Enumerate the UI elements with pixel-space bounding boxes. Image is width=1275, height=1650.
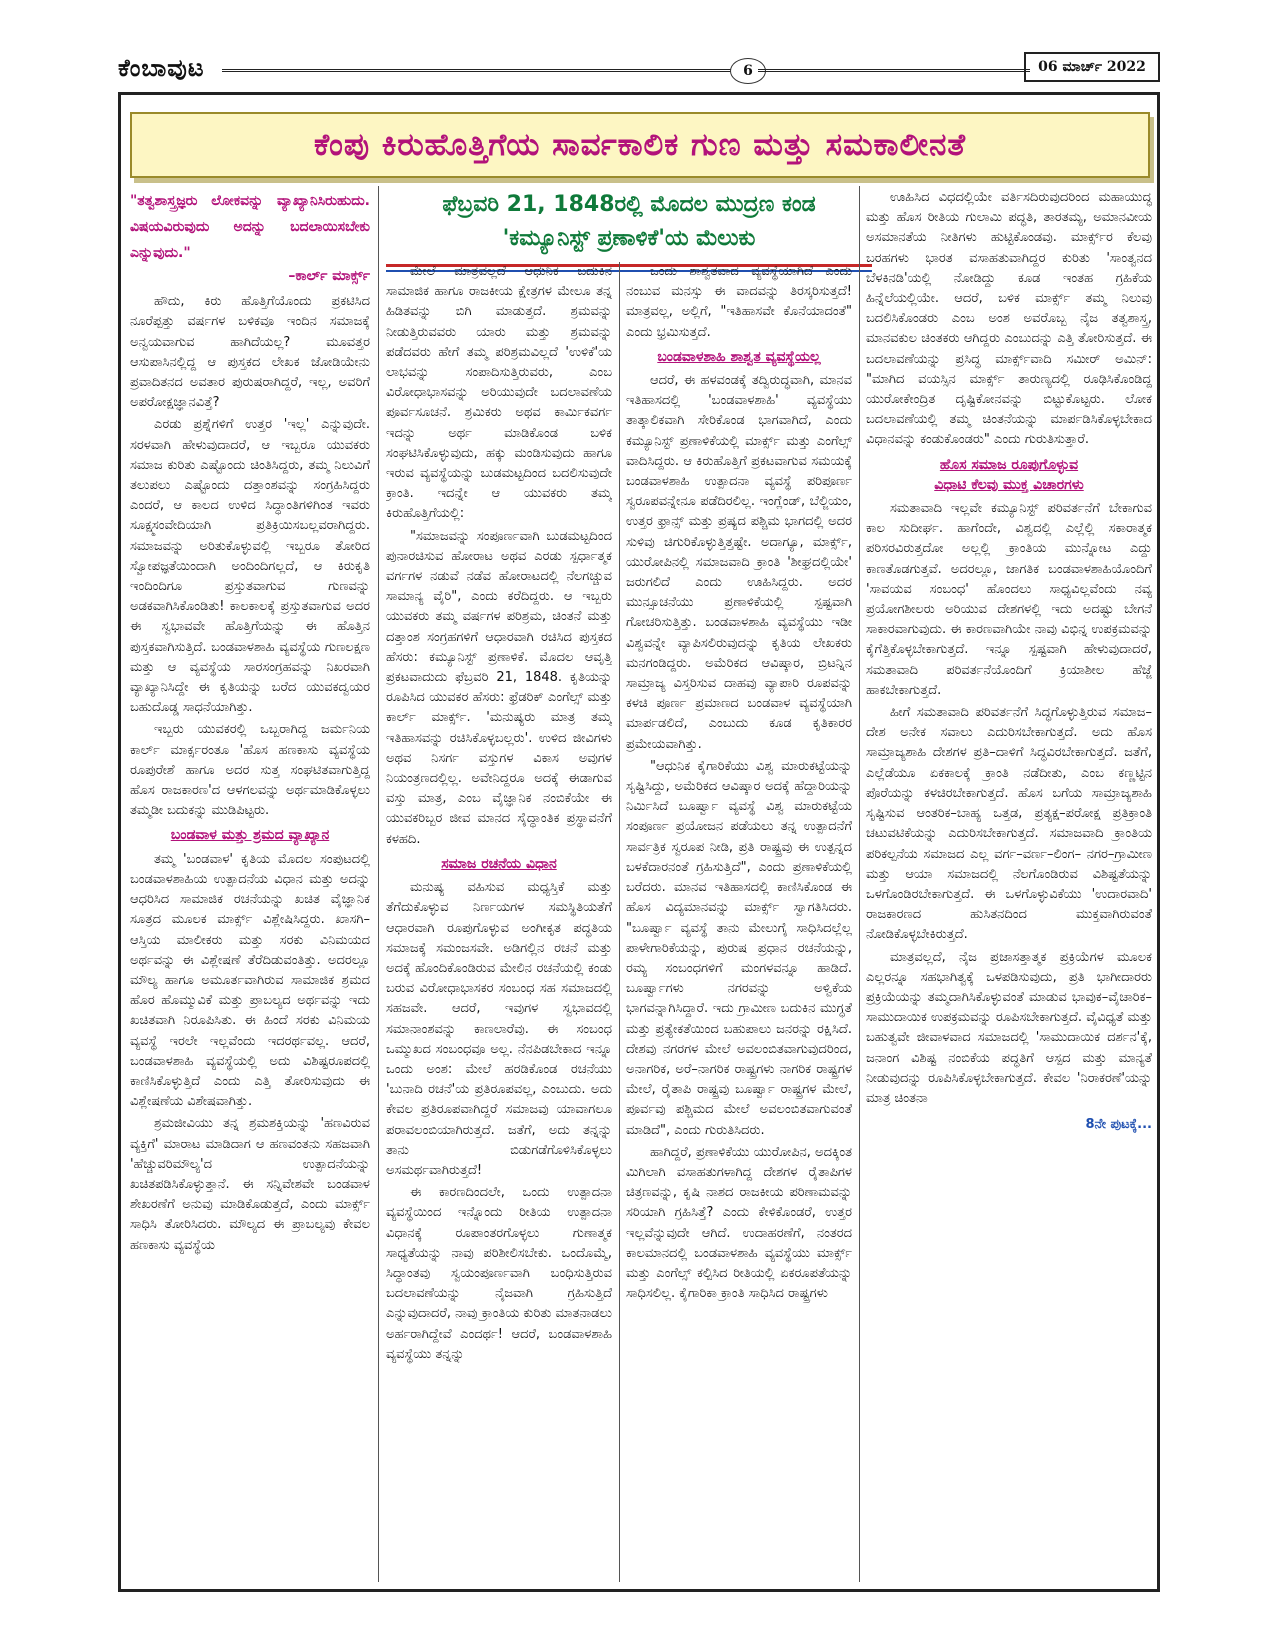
paragraph: ಹೌದು, ಕಿರು ಹೊತ್ತಿಗೆಯೊಂದು ಪ್ರಕಟಿಸಿದ ನೂರೆಪ್ಪತ್ತು ವರ್ಷಗಳ ಬಳಿಕವೂ ಇಂದಿನ ಸಮಾಜಕ್ಕೆ ಅನ್ವಯವಾಗುವ ಹಾಗಿದೆಯಲ್ಲ? ಮೂವತ್ತರ ಆಸುಪಾಸಿನಲ್ಲಿದ್ದ ಆ ಪುಸ್ತಕದ ಲೇಖಕ ಜೋಡಿಯೇನು ಪ್ರವಾದಿತನದ ಅವತಾರ ಪುರುಷರಾಗಿದ್ದರೆ, ಇಲ್ಲ, ಅವರಿಗೆ ಅಪರೋಕ್ಷಜ್ಞಾನವಿತ್ತೆ? — [130, 294, 370, 411]
paragraph: ಊಹಿಸಿದ ವಿಧದಲ್ಲಿಯೇ ವರ್ತಿಸದಿರುವುದರಿಂದ ಮಹಾಯುದ್ಧ ಮತ್ತು ಹೊಸ ರೀತಿಯ ಗುಲಾಮಿ ಪದ್ಧತಿ, ತಾರತಮ್ಯ, ಅಮಾನವೀಯ ಅಸಮಾನತೆಯ ನೀತಿಗಳು ಹುಟ್ಟಿಕೊಂಡವು. ಮಾರ್ಕ್ಸ್‌ರ ಕೆಲವು ಬರಹಗಳು ಭಾರತ ವಸಾಹತುವಾಗಿದ್ದರ ಕುರಿತು 'ಸಾಂತ್ವನದ ಬೆಳಕಿನಡಿ'ಯಲ್ಲಿ ನೋಡಿದ್ದು ಕೂಡ ಇಂತಹ ಗ್ರಹಿಕೆಯ ಹಿನ್ನೆಲೆಯಲ್ಲಿಯೇ. ಆದರೆ, ಬಳಿಕ ಮಾರ್ಕ್ಸ್ ತಮ್ಮ ನಿಲುವು ಬದಲಿಸಿಕೊಂಡರು ಎಂಬ ಅಂಶ ಅವರೊಬ್ಬ ನೈಜ ತತ್ವಶಾಸ್ತ್ರ, ಮಾನವಕುಲ ಚಿಂತಕರು ಆಗಿದ್ದರು ಎಂಬುದನ್ನು ಎತ್ತಿ ತೋರಿಸುತ್ತದೆ. ಈ ಬದಲಾವಣೆಯನ್ನು ಪ್ರಸಿದ್ಧ ಮಾರ್ಕ್ಸ್‌ವಾದಿ ಸಮೀರ್ ಅಮಿನ್: "ಮಾಗಿದ ವಯಸ್ಸಿನ ಮಾರ್ಕ್ಸ್ ತಾರುಣ್ಯದಲ್ಲಿ ರೂಢಿಸಿಕೊಂಡಿದ್ದ ಯುರೋಕೇಂದ್ರಿತ ದೃಷ್ಟಿಕೋನವನ್ನು ಬಿಟ್ಟುಕೊಟ್ಟರು. ಲೋಕ ಬದಲಾವಣೆಯಲ್ಲಿ ತಮ್ಮ ಚಿಂತನೆಯನ್ನು ಮಾರ್ಪಡಿಸಿಕೊಳ್ಳಬೇಕಾದ ವಿಧಾನವನ್ನು ಕಂಡುಕೊಂಡರು" ಎಂದು ಗುರುತಿಸುತ್ತಾರೆ. — [866, 190, 1152, 448]
section-heading: ಬಂಡವಾಳ ಮತ್ತು ಶ್ರಮದ ವ್ಯಾಖ್ಯಾನ — [170, 827, 330, 844]
sub-headline-line1: ಫೆಬ್ರವರಿ 21, 1848ರಲ್ಲಿ ಮೊದಲ ಮುದ್ರಣ ಕಂಡ — [442, 192, 816, 217]
paragraph: ಮಾತ್ರವಲ್ಲದೆ, ನೈಜ ಪ್ರಜಾಸತ್ತಾತ್ಮಕ ಪ್ರಕ್ರಿಯೆಗಳ ಮೂಲಕ ಎಲ್ಲರನ್ನೂ ಸಹಭಾಗಿತ್ವಕ್ಕೆ ಒಳಪಡಿಸುವುದು, ಪ್ರತಿ ಭಾಗೀದಾರರು ಪ್ರಕ್ರಿಯೆಯನ್ನು ತಮ್ಮದಾಗಿಸಿಕೊಳ್ಳುವಂತೆ ಮಾಡುವ ಭಾವುಕ–ವೈಚಾರಿಕ–ಸಾಮುದಾಯಿಕ ಉಪಕ್ರಮವನ್ನು ರೂಪಿಸಬೇಕಾಗುತ್ತದೆ. ವೈವಿಧ್ಯತೆ ಮತ್ತು ಬಹುತ್ವವೇ ಜೀವಾಳವಾದ ಸಮಾಜದಲ್ಲಿ 'ಸಾಮುದಾಯಿಕ ದರ್ಶನ'ಕ್ಕೆ, ಜನಾಂಗ ವಿಶಿಷ್ಟ ನಂಬಿಕೆಯ ಪದ್ಧತಿಗೆ ಆಸ್ಪದ ಮತ್ತು ಮಾನ್ಯತೆ ನೀಡುವುದನ್ನು ರೂಪಿಸಿಕೊಳ್ಳಬೇಕಾಗುತ್ತದೆ. ಕೇವಲ 'ನಿರಾಕರಣೆ'ಯನ್ನು ಮಾತ್ರ ಚಿಂತನಾ — [866, 949, 1152, 1106]
section-heading — [866, 455, 1152, 495]
paragraph: ಇಬ್ಬರು ಯುವಕರಲ್ಲಿ ಒಬ್ಬರಾಗಿದ್ದ ಜರ್ಮನಿಯ ಕಾರ್ಲ್ ಮಾರ್ಕ್ಸರಂತೂ 'ಹೊಸ ಹಣಕಾಸು ವ್ಯವಸ್ಥೆಯ ರೂಪುರೇಶೆ ಹಾಗೂ ಅದರ ಸುತ್ತ ಸಂಘಟಿತವಾಗುತ್ತಿದ್ದ ಹೊಸ ರಾಜಕಾರಣ'ದ ಆಳಗಲವನ್ನು ಅರ್ಥಮಾಡಿಕೊಳ್ಳಲು ತಮ್ಮಡೀ ಬದುಕನ್ನು ಮುಡಿಪಿಟ್ಟರು. — [130, 722, 370, 819]
paragraph: ಹೀಗೆ ಸಮತಾವಾದಿ ಪರಿವರ್ತನೆಗೆ ಸಿದ್ಧಗೊಳ್ಳುತ್ತಿರುವ ಸಮಾಜ–ದೇಶ ಅನೇಕ ಸವಾಲು ಎದುರಿಸಬೇಕಾಗುತ್ತದೆ. ಅದು ಹೊಸ ಸಾಮ್ರಾಜ್ಯಶಾಹಿ ದೇಶಗಳ ಪ್ರತಿ–ದಾಳಿಗೆ ಸಿದ್ಧವಿರಬೇಕಾಗುತ್ತದೆ. ಜತೆಗೆ, ಎಲ್ಲೆಡೆಯೂ ಏಕಕಾಲಕ್ಕೆ ಕ್ರಾಂತಿ ನಡೆದೀತು, ಎಂಬ ಕಣ್ಣಟ್ಟಿನ ಪೊರೆಯನ್ನು ಕಳಚಿರಬೇಕಾಗುತ್ತದೆ. ಹೊಸ ಬಗೆಯ ಸಾಮ್ರಾಜ್ಯಶಾಹಿ ಸೃಷ್ಟಿಸುವ ಆಂತರಿಕ–ಬಾಹ್ಯ ಒತ್ತಡ, ಪ್ರತ್ಯಕ್ಷ–ಪರೋಕ್ಷ ಪ್ರತಿಕ್ರಾಂತಿ ಚಟುವಟಿಕೆಯನ್ನು ಎದುರಿಸಬೇಕಾಗುತ್ತದೆ. ಸಮಾಜವಾದಿ ಕ್ರಾಂತಿಯ ಪರಿಕಲ್ಪನೆಯ ಸಮಾಜದ ಎಲ್ಲ ವರ್ಗ–ವರ್ಣ–ಲಿಂಗ– ನಗರ–ಗ್ರಾಮೀಣ ಮತ್ತು ಆಯಾ ಸಮಾಜದಲ್ಲಿ ನೆಲಗೊಂಡಿರುವ ವಿಶಿಷ್ಟತೆಯನ್ನು ಒಳಗೊಂಡಿರಬೇಕಾಗುತ್ತದೆ. ಈ ಒಳಗೊಳ್ಳುವಿಕೆಯು 'ಉದಾರವಾದಿ' ರಾಜಕಾರಣದ ಹುಸಿತನದಿಂದ ಮುಕ್ತವಾಗಿರುವಂತೆ ನೋಡಿಕೊಳ್ಳಬೇಕಿರುತ್ತದೆ. — [866, 705, 1152, 943]
article-column-3 — [626, 262, 852, 1580]
section-heading: ಸಮಾಜ ರಚನೆಯ ವಿಧಾನ — [441, 855, 557, 872]
continued-link[interactable]: 8ನೇ ಪುಟಕ್ಕೆ... — [1085, 1117, 1152, 1133]
section-heading-line1: ಹೊಸ ಸಮಾಜ ರೂಪುಗೊಳ್ಳುವ — [939, 456, 1079, 473]
paragraph: ಮೇಲೆ ಮಾತ್ರವಲ್ಲದೆ ಆಧುನಿಕ ಬದುಕಿನ ಸಾಮಾಜಿಕ ಹಾಗೂ ರಾಜಕೀಯ ಕ್ಷೇತ್ರಗಳ ಮೇಲೂ ತನ್ನ ಹಿಡಿತವನ್ನು ಬಿಗಿ ಮಾಡುತ್ತದೆ. ಶ್ರಮವನ್ನು ನೀಡುತ್ತಿರುವವರು ಯಾರು ಮತ್ತು ಶ್ರಮವನ್ನು ಪಡೆದವರು ಹೇಗೆ ತಮ್ಮ ಪರಿಶ್ರಮವಿಲ್ಲದೆ 'ಉಳಿಕೆ'ಯ ಲಾಭವನ್ನು ಸಂಪಾದಿಸುತ್ತಿರುವರು, ಎಂಬ ವಿರೋಧಾಭಾಸವನ್ನು ಅರಿಯುವುದೇ ಬದಲಾವಣೆಯ ಪೂರ್ವಸೂಚನೆ. ಶ್ರಮಿಕರು ಅಥವ ಕಾರ್ಮಿಕವರ್ಗ ಇದನ್ನು ಅರ್ಥ ಮಾಡಿಕೊಂಡ ಬಳಿಕ ಸಂಘಟಿಸಿಕೊಳ್ಳುವುದು, ಹಕ್ಕು ಮಂಡಿಸುವುದು ಹಾಗೂ ಇರುವ ವ್ಯವಸ್ಥೆಯನ್ನು ಬುಡಮಟ್ಟದಿಂದ ಬದಲಿಸುವುದೇ ಕ್ರಾಂತಿ. ಇದನ್ನೇ ಆ ಯುವಕರು ತಮ್ಮ ಕಿರುಹೊತ್ತಿಗೆಯಲ್ಲಿ: — [386, 264, 612, 522]
paragraph: ಹಾಗಿದ್ದರೆ, ಪ್ರಣಾಳಿಕೆಯು ಯುರೋಪಿನ, ಅದಕ್ಕಿಂತ ಮಿಗಿಲಾಗಿ ವಸಾಹತುಗಳಾಗಿದ್ದ ದೇಶಗಳ ರೈತಾಪಿಗಳ ಚಿತ್ರಣವನ್ನು, ಕೃಷಿ ನಾಶದ ರಾಜಕೀಯ ಪರಿಣಾಮವನ್ನು ಸರಿಯಾಗಿ ಗ್ರಹಿಸಿತ್ತೆ? ಎಂದು ಕೇಳಿಕೊಂಡರೆ, ಉತ್ತರ ಇಲ್ಲವೆನ್ನುವುದೇ ಆಗಿದೆ. ಉದಾಹರಣೆಗೆ, ನಂತರದ ಕಾಲಮಾನದಲ್ಲಿ ಬಂಡವಾಳಶಾಹಿ ವ್ಯವಸ್ಥೆಯು ಮಾರ್ಕ್ಸ್ ಮತ್ತು ಎಂಗೆಲ್ಸ್ ಕಲ್ಪಿಸಿದ ರೀತಿಯಲ್ಲಿ ಏಕರೂಪತೆಯನ್ನು ಸಾಧಿಸಲಿಲ್ಲ. ಕೈಗಾರಿಕಾ ಕ್ರಾಂತಿ ಸಾಧಿಸಿದ ರಾಷ್ಟ್ರಗಳು — [626, 1144, 852, 1302]
article-column-1 — [130, 188, 370, 1580]
headline-banner — [130, 112, 1150, 178]
paragraph: ಎರಡು ಪ್ರಶ್ನೆಗಳಿಗೆ ಉತ್ತರ 'ಇಲ್ಲ' ಎನ್ನುವುದೇ. ಸರಳವಾಗಿ ಹೇಳುವುದಾದರೆ, ಆ ಇಬ್ಬರೂ ಯುವಕರು ಸಮಾಜ ಕುರಿತು ಎಷ್ಟೊಂದು ಚಿಂತಿಸಿದ್ದರು, ತಮ್ಮ ನಿಲುವಿಗೆ ತಲುಪಲು ಎಷ್ಟೊಂದು ದತ್ತಾಂಶವನ್ನು ಸಂಗ್ರಹಿಸಿದ್ದರು ಎಂದರೆ, ಆ ಕಾಲದ ಉಳಿದ ಸಿದ್ಧಾಂತಿಗಳಿಗಿಂತ ಇವರು ಸೂಕ್ಷ್ಮಸಂವೇದಿಯಾಗಿ ಪ್ರತಿಕ್ರಿಯಿಸಬಲ್ಲವರಾಗಿದ್ದರು. ಸಮಾಜವನ್ನು ಅರಿತುಕೊಳ್ಳುವಲ್ಲಿ ಇಬ್ಬರೂ ತೋರಿದ ಸ್ವೋಪಜ್ಞತೆಯಿಂದಾಗಿ ಅಂದಿಂದಿಗಲ್ಲದೆ, ಆ ಕಿರುಕೃತಿ ಇಂದಿಂದಿಗೂ ಪ್ರಸ್ತುತವಾಗುವ ಗುಣವನ್ನು ಅಡಕವಾಗಿಸಿಕೊಂಡಿತು! ಕಾಲಕಾಲಕ್ಕೆ ಪ್ರಸ್ತುತವಾಗುವ ಅದರ ಈ ಸ್ವಭಾವವೇ ಹೊತ್ತಿಗೆಯನ್ನು ಈ ಹೊತ್ತಿನ ಪುಸ್ತಕವಾಗಿಸುತ್ತಿದೆ. ಬಂಡವಾಳಶಾಹಿ ವ್ಯವಸ್ಥೆಯ ಗುಣಲಕ್ಷಣ ಮತ್ತು ಆ ವ್ಯವಸ್ಥೆಯ ಸಾರಸಂಗ್ರಹವನ್ನು ನಿಖರವಾಗಿ ವ್ಯಾಖ್ಯಾನಿಸಿದ್ದೇ ಈ ಕೃತಿಯನ್ನು ಬರೆದ ಯುವಕದ್ವಯರ ಬಹುದೊಡ್ಡ ಸಾಧನೆಯಾಗಿತ್ತು. — [130, 417, 370, 716]
newspaper-logo: ಕೆಂಬಾವುಟ — [118, 54, 205, 82]
paragraph: ಒಂದು ಶಾಶ್ವತವಾದ ವ್ಯವಸ್ಥೆಯಾಗಿದೆ ಎಂದು ನಂಬುವ ಮನಸ್ಸು ಈ ವಾದವನ್ನು ತಿರಸ್ಕರಿಸುತ್ತದೆ! ಮಾತ್ರವಲ್ಲ, ಅಲ್ಲಿಗೆ, "ಇತಿಹಾಸವೇ ಕೊನೆಯಾದಂತೆ" ಎಂದು ಭ್ರಮಿಸುತ್ತದೆ. — [626, 264, 852, 340]
article-column-2 — [386, 262, 612, 1580]
sub-headline-line2: 'ಕಮ್ಯೂನಿಸ್ಟ್ ಪ್ರಣಾಳಿಕೆ'ಯ ಮೆಲುಕು — [502, 226, 756, 251]
paragraph: "ಆಧುನಿಕ ಕೈಗಾರಿಕೆಯು ವಿಶ್ವ ಮಾರುಕಟ್ಟೆಯನ್ನು ಸೃಷ್ಟಿಸಿದ್ದು, ಅಮೆರಿಕದ ಆವಿಷ್ಕಾರ ಅದಕ್ಕೆ ಹೆದ್ದಾರಿಯನ್ನು ನಿರ್ಮಿಸಿದೆ ಬೂರ್ಷ್ವಾ ವ್ಯವಸ್ಥೆ ವಿಶ್ವ ಮಾರುಕಟ್ಟೆಯ ಸಂಪೂರ್ಣ ಪ್ರಯೋಜನ ಪಡೆಯಲು ತನ್ನ ಉತ್ಪಾದನೆಗೆ ಸಾರ್ವತ್ರಿಕ ಸ್ವರೂಪ ನೀಡಿ, ಪ್ರತಿ ರಾಷ್ಟ್ರವು ಈ ಉತ್ಪನ್ನದ ಬಳಕೆದಾರನಂತೆ ಗ್ರಹಿಸುತ್ತಿದೆ", ಎಂದು ಪ್ರಣಾಳಿಕೆಯಲ್ಲಿ ಬರೆದರು. ಮಾನವ ಇತಿಹಾಸದಲ್ಲಿ ಕಾಣಿಸಿಕೊಂಡ ಈ ಹೊಸ ವಿದ್ಯಮಾನವನ್ನು ಮಾರ್ಕ್ಸ್ ಸ್ವಾಗತಿಸಿದರು. "ಬೂರ್ಷ್ವಾ ವ್ಯವಸ್ಥೆ ತಾನು ಮೇಲುಗೈ ಸಾಧಿಸಿದಲ್ಲೆಲ್ಲ ಪಾಳೇಗಾರಿಕೆಯನ್ನು, ಪುರುಷ ಪ್ರಧಾನ ರಚನೆಯನ್ನು, ರಮ್ಯ ಸಂಬಂಧಗಳಿಗೆ ಮಂಗಳವನ್ನೂ ಹಾಡಿದೆ. ಬೂರ್ಷ್ವಾಗಳು ನಗರವನ್ನು ಅಳ್ವಿಕೆಯ ಭಾಗವನ್ನಾಗಿಸಿದ್ದಾರೆ. ಇದು ಗ್ರಾಮೀಣ ಬದುಕಿನ ಮುಗ್ಧತೆ ಮತ್ತು ಪ್ರತ್ಯೇಕತೆಯಿಂದ ಬಹುಪಾಲು ಜನರನ್ನು ರಕ್ಷಿಸಿದೆ. ದೇಶವು ನಗರಗಳ ಮೇಲೆ ಅವಲಂಬಿತವಾಗುವುದರಿಂದ, ಅನಾಗರಿಕ, ಅರೆ–ನಾಗರಿಕ ರಾಷ್ಟ್ರಗಳು ನಾಗರಿಕ ರಾಷ್ಟ್ರಗಳ ಮೇಲೆ, ರೈತಾಪಿ ರಾಷ್ಟ್ರವು ಬೂರ್ಷ್ವಾ ರಾಷ್ಟ್ರಗಳ ಮೇಲೆ, ಪೂರ್ವವು ಪಶ್ಚಿಮದ ಮೇಲೆ ಅವಲಂಬಿತವಾಗುವಂತೆ ಮಾಡಿದೆ", ಎಂದು ಗುರುತಿಸಿದರು. — [626, 758, 852, 1138]
issue-date: 06 ಮಾರ್ಚ್ 2022 — [1024, 52, 1160, 82]
masthead-rule-right — [758, 69, 1030, 72]
quote-author: –ಕಾರ್ಲ್ ಮಾರ್ಕ್ಸ್ — [288, 268, 370, 284]
paragraph: ಶ್ರಮಜೀವಿಯು ತನ್ನ ಶ್ರಮಶಕ್ತಿಯನ್ನು 'ಹಣವಿರುವ ವ್ಯಕ್ತಿಗೆ' ಮಾರಾಟ ಮಾಡಿದಾಗ ಆ ಹಣವಂತನು ಸಹಜವಾಗಿ 'ಹೆಚ್ಚುವರಿಮೌಲ್ಯ'ದ ಉತ್ಪಾದನೆಯನ್ನು ಖಚಿತಪಡಿಸಿಕೊಳ್ಳುತ್ತಾನೆ. ಈ ಸನ್ನಿವೇಶವೇ ಬಂಡವಾಳ ಶೇಖರಣೆಗೆ ಅನುವು ಮಾಡಿಕೊಡುತ್ತದೆ, ಎಂದು ಮಾರ್ಕ್ಸ್ ಸಾಧಿಸಿ ತೋರಿಸಿದರು. ಮೌಲ್ಯದ ಈ ಪ್ರಾಬಲ್ಯವು ಕೇವಲ ಹಣಕಾಸು ವ್ಯವಸ್ಥೆಯ — [130, 1116, 370, 1253]
masthead-rule-left — [222, 69, 732, 72]
column-divider — [619, 262, 620, 1582]
page-number: 6 — [730, 58, 766, 84]
sub-headline — [386, 188, 872, 272]
paragraph: ತಮ್ಮ 'ಬಂಡವಾಳ' ಕೃತಿಯ ಮೊದಲ ಸಂಪುಟದಲ್ಲಿ ಬಂಡವಾಳಶಾಹಿಯ ಉತ್ಪಾದನೆಯ ವಿಧಾನ ಮತ್ತು ಅದನ್ನು ಆಧರಿಸಿದ ಸಾಮಾಜಿಕ ರಚನೆಯನ್ನು ಖಚಿತ ವೈಜ್ಞಾನಿಕ ಸೂತ್ರದ ಮೂಲಕ ಮಾರ್ಕ್ಸ್ ವಿಶ್ಲೇಷಿಸಿದ್ದರು. ಖಾಸಗಿ–ಆಸ್ತಿಯ ಮಾಲೀಕರು ಮತ್ತು ಸರಕು ವಿನಿಮಯದ ಅರ್ಥವನ್ನು ಈ ವಿಶ್ಲೇಷಣೆ ತೆರೆದಿಡುವಂತಿತ್ತು. ಅದರಲ್ಲೂ ಮೌಲ್ಯ ಹಾಗೂ ಅಮೂರ್ತವಾಗಿರುವ ಸಾಮಾಜಿಕ ಶ್ರಮದ ಹೊರ ಹೊಮ್ಮುವಿಕೆ ಮತ್ತು ಪ್ರಾಬಲ್ಯದ ಅರ್ಥವನ್ನು ಇದು ಖಚಿತವಾಗಿ ನಿರೂಪಿಸಿತು. ಈ ಹಿಂದೆ ಸರಕು ವಿನಿಮಯ ವ್ಯವಸ್ಥೆ ಇರಲೇ ಇಲ್ಲವೆಂದು ಇದರರ್ಥವಲ್ಲ. ಆದರೆ, ಬಂಡವಾಳಶಾಹಿ ವ್ಯವಸ್ಥೆಯಲ್ಲಿ ಅದು ವಿಶಿಷ್ಟರೂಪದಲ್ಲಿ ಕಾಣಿಸಿಕೊಳ್ಳುತ್ತಿದೆ ಎಂದು ಎತ್ತಿ ತೋರಿಸುವುದು ಈ ವಿಶ್ಲೇಷಣೆಯ ವಿಶೇಷವಾಗಿತ್ತು. — [130, 851, 370, 1110]
marx-quote: "ತತ್ವಶಾಸ್ತ್ರಜ್ಞರು ಲೋಕವನ್ನು ವ್ಯಾಖ್ಯಾನಿಸಿರುಹುದು. ವಿಷಯವಿರುವುದು ಅದನ್ನು ಬದಲಾಯಿಸಬೇಕು ಎನ್ನುವುದು." — [130, 193, 370, 261]
paragraph: ಮನುಷ್ಯ ವಹಿಸುವ ಮಧ್ಯಸ್ತಿಕೆ ಮತ್ತು ತೆಗೆದುಕೊಳ್ಳುವ ನಿರ್ಣಯಗಳ ಸಮಸ್ಥಿತಿಯತೆಗೆ ಆಧಾರವಾಗಿ ರೂಪುಗೊಳ್ಳುವ ಅಂಗೀಕೃತ ಪದ್ಧತಿಯ ಸಮಾಜಕ್ಕೆ ಸಮಂಜಸವೇ. ಅಡಿಗಲ್ಲಿನ ರಚನೆ ಮತ್ತು ಅದಕ್ಕೆ ಹೊಂದಿಕೊಂಡಿರುವ ಮೇಲಿನ ರಚನೆಯಲ್ಲಿ ಕಂಡು ಬರುವ ವಿರೋಧಾಭಾಸಕರ ಸಂಬಂಧ ಸಹ ಸಮಾಜದಲ್ಲಿ ಸಹಜವೇ. ಆದರೆ, ಇವುಗಳ ಸ್ವಭಾವದಲ್ಲಿ ಸಮಾನಾಂಶವನ್ನು ಕಾಣಲಾರೆವು. ಈ ಸಂಬಂಧ ಒಮ್ಮುಖದ ಸಂಬಂಧವೂ ಅಲ್ಲ. ನೆನಪಿಡಬೇಕಾದ ಇನ್ನೂ ಒಂದು ಅಂಶ: ಮೇಲೆ ಹರಡಿಕೊಂಡ ರಚನೆಯು 'ಬುನಾದಿ ರಚನೆ'ಯ ಪ್ರತಿರೂಪವಲ್ಲ, ಎಂಬುದು. ಅದು ಕೇವಲ ಪ್ರತಿರೂಪವಾಗಿದ್ದರೆ ಸಮಾಜವು ಯಾವಾಗಲೂ ಪರಾವಲಂಬಿಯಾಗಿರುತ್ತದೆ. ಜತೆಗೆ, ಅದು ತನ್ನನ್ನು ತಾನು ಬಿಡುಗಡೆಗೊಳಿಸಿಕೊಳ್ಳಲು ಅಸಮರ್ಥವಾಗಿರುತ್ತದೆ! — [386, 880, 612, 1178]
article-column-4 — [866, 188, 1152, 1580]
section-heading-line2: ವಿಧಾಟಿ ಕೆಲವು ಮುಕ್ತ ವಿಚಾರಗಳು — [934, 476, 1084, 493]
column-divider — [378, 186, 379, 1582]
paragraph: "ಸಮಾಜವನ್ನು ಸಂಪೂರ್ಣವಾಗಿ ಬುಡಮಟ್ಟದಿಂದ ಪುನಾರಚಿಸುವ ಹೋರಾಟ ಅಥವ ಎರಡು ಸ್ಪರ್ಧಾತ್ಮಕ ವರ್ಗಗಳ ನಡುವೆ ನಡೆವ ಹೋರಾಟದಲ್ಲಿ ನೆಲಗಚ್ಚುವ ಸಾಮಾನ್ಯ ವೈರಿ", ಎಂದು ಕರೆದಿದ್ದರು. ಆ ಇಬ್ಬರು ಯುವಕರು ತಮ್ಮ ವರ್ಷಗಳ ಪರಿಶ್ರಮ, ಚಿಂತನೆ ಮತ್ತು ದತ್ತಾಂಶ ಸಂಗ್ರಹಗಳಿಗೆ ಆಧಾರವಾಗಿ ರಚಿಸಿದ ಪುಸ್ತಕದ ಹೆಸರು: ಕಮ್ಯೂನಿಸ್ಟ್ ಪ್ರಣಾಳಿಕೆ. ಮೊದಲ ಆವೃತ್ತಿ ಪ್ರಕಟವಾದುದು ಫೆಬ್ರವರಿ 21, 1848. ಕೃತಿಯನ್ನು ರೂಪಿಸಿದ ಯುವಕರ ಹೆಸರು: ಫ್ರೆಡರಿಕ್ ಎಂಗೆಲ್ಸ್ ಮತ್ತು ಕಾರ್ಲ್ ಮಾರ್ಕ್ಸ್. 'ಮನುಷ್ಯರು ಮಾತ್ರ ತಮ್ಮ ಇತಿಹಾಸವನ್ನು ರಚಿಸಿಕೊಳ್ಳಬಲ್ಲರು'. ಉಳಿದ ಜೀವಿಗಳು ಅಥವ ನಿಸರ್ಗ ವಸ್ತುಗಳ ವಿಕಾಸ ಅವುಗಳ ನಿಯಂತ್ರಣದಲ್ಲಿಲ್ಲ. ಅವೇನಿದ್ದರೂ ಅದಕ್ಕೆ ಈಡಾಗುವ ವಸ್ತು ಮಾತ್ರ, ಎಂಬ ವೈಜ್ಞಾನಿಕ ನಂಬಿಕೆಯೇ ಈ ಯುವಕರಿಬ್ಬರ ಜೀವ ಮಾನದ ಸೈದ್ಧಾಂತಿಕ ಪ್ರಸ್ಥಾವನೆಗೆ ಕಳಹದಿ. — [386, 528, 612, 847]
column-divider — [859, 186, 860, 1582]
section-heading: ಬಂಡವಾಳಶಾಹಿ ಶಾಶ್ವತ ವ್ಯವಸ್ಥೆಯಲ್ಲ — [657, 348, 821, 365]
masthead — [118, 52, 1160, 86]
paragraph: ಸಮತಾವಾದಿ ಇಲ್ಲವೇ ಕಮ್ಯೂನಿಸ್ಟ್ ಪರಿವರ್ತನೆಗೆ ಬೇಕಾಗುವ ಕಾಲ ಸುದೀರ್ಘ. ಹಾಗೆಂದೇ, ವಿಶ್ವದಲ್ಲಿ ಎಲ್ಲೆಲ್ಲಿ ಸಕಾರಾತ್ಮಕ ಪರಿಸರವಿರುತ್ತದೋ ಅಲ್ಲಲ್ಲಿ ಕ್ರಾಂತಿಯ ಮುನ್ನೋಟ ಎದ್ದು ಕಾಣತೊಡಗುತ್ತವೆ. ಅದರಲ್ಲೂ, ಜಾಗತಿಕ ಬಂಡವಾಳಶಾಹಿಯೊಂದಿಗೆ 'ಸಾವಯವ ಸಂಬಂಧ' ಹೊಂದಲು ಸಾಧ್ಯವಿಲ್ಲವೆಂದು ನವ್ಯ ಪ್ರಯೋಗಶೀಲರು ಅರಿಯುವ ದೇಶಗಳಲ್ಲಿ ಇದು ಅದಷ್ಟು ಬೇಗನೆ ಸಾಕಾರವಾಗುವುದು. ಈ ಕಾರಣವಾಗಿಯೇ ನಾವು ವಿಭಿನ್ನ ಉಪಕ್ರಮವನ್ನು ಕೈಗೆತ್ತಿಕೊಳ್ಳಬೇಕಾಗುತ್ತದೆ. ಇನ್ನೂ ಸ್ಪಷ್ಟವಾಗಿ ಹೇಳುವುದಾದರೆ, ಸಮತಾವಾದಿ ಪರಿವರ್ತನೆಯೊಂದಿಗೆ ಕ್ರಿಯಾಶೀಲ ಹೆಜ್ಜೆ ಹಾಕಬೇಕಾಗುತ್ತದೆ. — [866, 501, 1152, 698]
paragraph: ಆದರೆ, ಈ ಹಳವಂಡಕ್ಕೆ ತದ್ವಿರುದ್ಧವಾಗಿ, ಮಾನವ ಇತಿಹಾಸದಲ್ಲಿ 'ಬಂಡವಾಳಶಾಹಿ' ವ್ಯವಸ್ಥೆಯು ತಾತ್ಕಾಲಿಕವಾಗಿ ಸೇರಿಕೊಂಡ ಭಾಗವಾಗಿದೆ, ಎಂದು ಕಮ್ಯೂನಿಸ್ಟ್ ಪ್ರಣಾಳಿಕೆಯಲ್ಲಿ ಮಾರ್ಕ್ಸ್ ಮತ್ತು ಎಂಗೆಲ್ಸ್ ವಾದಿಸಿದ್ದರು. ಆ ಕಿರುಹೊತ್ತಿಗೆ ಪ್ರಕಟವಾಗುವ ಸಮಯಕ್ಕೆ ಬಂಡವಾಳಶಾಹಿ ಉತ್ಪಾದನಾ ವ್ಯವಸ್ಥೆ ಪರಿಪೂರ್ಣ ಸ್ವರೂಪವನ್ನೇನೂ ಪಡೆದಿರಲಿಲ್ಲ. ಇಂಗ್ಲೆಂಡ್, ಬೆಲ್ಜಿಯಂ, ಉತ್ತರ ಫ್ರಾನ್ಸ್ ಮತ್ತು ಪ್ರಷ್ಯದ ಪಶ್ಚಿಮ ಭಾಗದಲ್ಲಿ ಅದರ ಸುಳಿವು ಚಿಗುರಿಕೊಳ್ಳುತ್ತಿತ್ತಷ್ಟೇ. ಅದಾಗ್ಯೂ, ಮಾರ್ಕ್ಸ್, ಯುರೋಪಿನಲ್ಲಿ ಸಮಾಜವಾದಿ ಕ್ರಾಂತಿ 'ಶೀಘ್ರದಲ್ಲಿಯೇ' ಜರುಗಲಿದೆ ಎಂದು ಊಹಿಸಿದ್ದರು. ಅದರ ಮುನ್ಸೂಚನೆಯು ಪ್ರಣಾಳಿಕೆಯಲ್ಲಿ ಸ್ಪಷ್ಟವಾಗಿ ಗೋಚರಿಸುತ್ತಿತ್ತು. ಬಂಡವಾಳಶಾಹಿ ವ್ಯವಸ್ಥೆಯು ಇಡೀ ವಿಶ್ವವನ್ನೇ ವ್ಯಾಪಿಸಲಿರುವುದನ್ನು ಕೃತಿಯ ಲೇಖಕರು ಮನಗಂಡಿದ್ದರು. ಅಮೆರಿಕದ ಆವಿಷ್ಕಾರ, ಬ್ರಿಟನ್ನಿನ ಸಾಮ್ರಾಜ್ಯ ವಿಸ್ತರಿಸುವ ದಾಹವು ವ್ಯಾಪಾರಿ ರೂಪವನ್ನು ಕಳಚಿ ಪೂರ್ಣ ಪ್ರಮಾಣದ ಬಂಡವಾಳ ವ್ಯವಸ್ಥೆಯಾಗಿ ಮಾರ್ಪಡಲಿದೆ, ಎಂಬುದು ಕೂಡ ಕೃತಿಕಾರರ ಪ್ರಮೇಯವಾಗಿತ್ತು. — [626, 373, 852, 752]
paragraph: ಈ ಕಾರಣದಿಂದಲೇ, ಒಂದು ಉತ್ಪಾದನಾ ವ್ಯವಸ್ಥೆಯಿಂದ ಇನ್ನೊಂದು ರೀತಿಯ ಉತ್ಪಾದನಾ ವಿಧಾನಕ್ಕೆ ರೂಪಾಂತರಗೊಳ್ಳಲು ಗುಣಾತ್ಮಕ ಸಾಧ್ಯತೆಯನ್ನು ನಾವು ಪರಿಶೀಲಿಸಬೇಕು. ಒಂದೊಮ್ಮೆ, ಸಿದ್ಧಾಂತವು ಸ್ವಯಂಪೂರ್ಣವಾಗಿ ಬಂಧಿಸುತ್ತಿರುವ ಬದಲಾವಣೆಯನ್ನು ನೈಜವಾಗಿ ಗ್ರಹಿಸುತ್ತಿದೆ ಎನ್ನುವುದಾದರೆ, ನಾವು ಕ್ರಾಂತಿಯ ಕುರಿತು ಮಾತನಾಡಲು ಅರ್ಹರಾಗಿದ್ದೇವೆ ಎಂದರ್ಥ! ಆದರೆ, ಬಂಡವಾಳಶಾಹಿ ವ್ಯವಸ್ಥೆಯು ತನ್ನನ್ನು — [386, 1185, 612, 1362]
main-headline: ಕೆಂಪು ಕಿರುಹೊತ್ತಿಗೆಯ ಸಾರ್ವಕಾಲಿಕ ಗುಣ ಮತ್ತು ಸಮಕಾಲೀನತೆ — [313, 127, 967, 163]
